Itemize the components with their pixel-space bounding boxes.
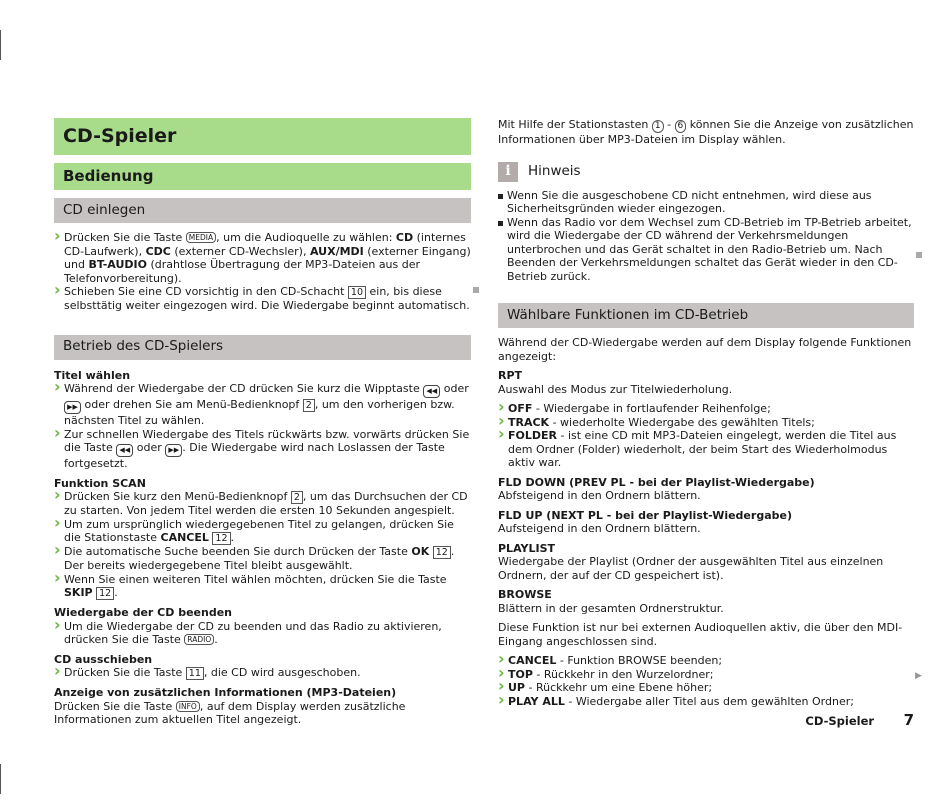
mp3-info-intro: Mit Hilfe der Stationstasten 1 - 6 können Sie die Anzeige von zusätzlichen Informationen über MP3-Dateien im Display wählen. (498, 118, 914, 146)
list-item: › UP - Rückkehr um eine Ebene höher; (498, 681, 914, 695)
label-funktion-scan: Funktion SCAN (54, 476, 146, 490)
label-ausschieben: CD ausschieben (54, 652, 153, 666)
media-key: MEDIA (186, 232, 216, 243)
chapter-title: CD-Spieler (54, 118, 471, 155)
hinweis-header (498, 161, 914, 183)
list-item: › OFF - Wiedergabe in fortlaufender Reihenfolge; (498, 402, 914, 416)
crop-mark-bottom (0, 764, 1, 794)
list-item: › TOP - Rückkehr in den Wurzelordner; (498, 668, 914, 682)
cd-einlegen-list (54, 231, 471, 313)
hinweis-list (498, 189, 914, 284)
button-number: 12 (212, 532, 230, 545)
ausschieben-list (54, 666, 471, 680)
fld-up-text: Aufsteigend in den Ordnern blättern. (498, 522, 701, 535)
page-number: 7 (903, 711, 914, 729)
button-number: 12 (96, 587, 114, 600)
subsection-cd-einlegen: CD einlegen (54, 198, 471, 223)
label-playlist: PLAYLIST (498, 541, 556, 555)
beenden-list (54, 620, 471, 647)
list-item: › FOLDER - ist eine CD mit MP3-Dateien eingelegt, werden die Titel aus dem Ordner (Folder) wiederholt, der beim Start des Wiederholmodus aktiv war. (498, 429, 914, 470)
section-end-mark (916, 252, 922, 258)
scan-list (54, 490, 471, 600)
fld-down-text: Abfsteigend in den Ordnern blättern. (498, 489, 701, 502)
button-number: 12 (433, 546, 451, 559)
info-key: INFO (176, 701, 200, 712)
slot-number: 10 (348, 286, 366, 299)
subsection-betrieb: Betrieb des CD-Spielers (54, 335, 471, 360)
funktionen-intro: Während der CD-Wiedergabe werden auf dem Display folgende Funktionen angezeigt: (498, 336, 912, 363)
list-item: › Die automatische Suche beenden Sie durch Drücken der Taste OK 12 . Der bereits wiedergegebene Titel bleibt ausgewählt. (54, 545, 471, 573)
playlist-text: Wiedergabe der Playlist (Ordner der ausgewählten Titel aus einzelnen Ordnern, der auf der CD gespeichert ist). (498, 555, 884, 582)
browse-list (498, 654, 914, 708)
eject-number: 11 (186, 667, 204, 680)
prev-icon: ◀◀ (423, 385, 440, 398)
label-fld-up: FLD UP (NEXT PL - bei der Playlist-Wiedergabe) (498, 508, 792, 522)
hinweis-title: Hinweis (528, 162, 581, 179)
continue-arrow-icon: ▶ (915, 671, 922, 681)
knob-number: 2 (303, 399, 315, 412)
list-item: Wenn Sie die ausgeschobene CD nicht entnehmen, wird diese aus Sicherheitsgründen wieder eingezogen. (498, 189, 914, 216)
subsection-funktionen: Wählbare Funktionen im CD-Betrieb (498, 303, 914, 328)
label-titel-waehlen: Titel wählen (54, 368, 131, 382)
list-item: › Um zum ursprünglich wiedergegebenen Titel zu gelangen, drücken Sie die Stationstaste CANCEL 12 . (54, 518, 471, 546)
list-item: › Wenn Sie einen weiteren Titel wählen möchten, drücken Sie die Taste SKIP 12 . (54, 573, 471, 601)
list-item: › Während der Wiedergabe der CD drücken Sie kurz die Wipptaste ◀◀ oder ▶▶ oder drehen Sie am Menü-Bedienknopf 2 , um den vorherigen bzw. nächsten Titel zu wählen. (54, 382, 471, 428)
left-column (54, 118, 471, 727)
station-key-6: 6 (675, 120, 687, 133)
crop-mark-top (0, 30, 1, 60)
list-item: › Schieben Sie eine CD vorsichtig in den CD-Schacht 10 ein, bis diese selbsttätig weiter eingezogen wird. Die Wiedergabe beginnt automatisch. (54, 285, 471, 313)
list-item: › Drücken Sie kurz den Menü-Bedienknopf 2 , um das Durchsuchen der CD zu starten. Von jedem Titel werden die ersten 10 Sekunden angespielt. (54, 490, 471, 518)
prev-icon: ◀◀ (116, 444, 133, 457)
list-item: Wenn das Radio vor dem Wechsel zum CD-Betrieb im TP-Betrieb arbeitet, wird die Wiedergabe der CD während der Verkehrsmeldungen unterbrochen und das Gerät schaltet in den Radio-Betrieb um. Nach Beenden der Verkehrsmeldungen schaltet das Gerät wieder in den CD-Betrieb zurück. (498, 216, 914, 284)
right-column (498, 118, 914, 708)
label-beenden: Wiedergabe der CD beenden (54, 606, 232, 619)
footer-chapter: CD-Spieler (805, 714, 875, 728)
list-item: › Um die Wiedergabe der CD zu beenden und das Radio zu aktivieren, drücken Sie die Taste RADIO . (54, 620, 471, 647)
browse-text: Blättern in der gesamten Ordnerstruktur. (498, 601, 724, 615)
list-item: › Drücken Sie die Taste MEDIA , um die Audioquelle zu wählen: CD (internes CD-Laufwerk), CDC (externer CD-Wechsler), AUX/MDI (externer Eingang) und BT-AUDIO (drahtlose Übertragung der MP3-Dateien aus der Telefonvorbereitung). (54, 231, 471, 285)
rpt-list (498, 402, 914, 470)
section-end-mark (473, 287, 479, 293)
label-fld-down: FLD DOWN (PREV PL - bei der Playlist-Wiedergabe) (498, 475, 815, 489)
station-key-1: 1 (652, 120, 664, 133)
next-icon: ▶▶ (165, 444, 182, 457)
list-item: › Zur schnellen Wiedergabe des Titels rückwärts bzw. vorwärts drücken Sie die Taste ◀◀ oder ▶▶ . Die Wiedergabe wird nach Loslassen der Taste fortgesetzt. (54, 428, 471, 471)
radio-key: RADIO (184, 634, 214, 645)
info-icon: i (498, 162, 518, 182)
list-item: › CANCEL - Funktion BROWSE beenden; (498, 654, 914, 668)
info-text: Drücken Sie die Taste INFO , auf dem Display werden zusätzliche Informationen zum aktuellen Titel angezeigt. (54, 699, 406, 726)
rpt-text: Auswahl des Modus zur Titelwiederholung. (498, 382, 733, 396)
label-rpt: RPT (498, 369, 523, 382)
page-footer (760, 711, 914, 729)
titel-waehlen-list (54, 382, 471, 471)
label-info: Anzeige von zusätzlichen Informationen (MP3-Dateien) (54, 686, 397, 699)
section-title: Bedienung (54, 163, 471, 190)
browse-note: Diese Funktion ist nur bei externen Audioquellen aktiv, die über den MDI-Eingang angeschlossen sind. (498, 621, 903, 648)
list-item: › Drücken Sie die Taste 11 , die CD wird ausgeschoben. (54, 666, 471, 680)
knob-number: 2 (291, 491, 303, 504)
list-item: › TRACK - wiederholte Wiedergabe des gewählten Titels; (498, 416, 914, 430)
list-item: › PLAY ALL - Wiedergabe aller Titel aus dem gewählten Ordner; (498, 695, 914, 709)
next-icon: ▶▶ (64, 401, 81, 414)
label-browse: BROWSE (498, 588, 552, 601)
